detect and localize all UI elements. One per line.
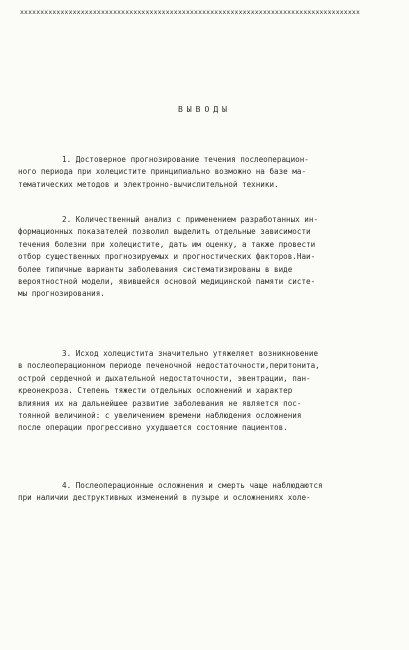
paragraph-1 (18, 154, 390, 191)
text-line: 4. Послеоперационные осложнения и смерть чаще наблюдаются (62, 481, 323, 490)
top-strikethrough-marks: xxxxxxxxxxxxxxxxxxxxxxxxxxxxxxxxxxxxxxxxxxxxxxxxxxxxxxxxxxxxxxxxxxxxxxxxxxxxxxxxxxxx (20, 8, 360, 16)
text-line: влияния их на дальнейшее развитие заболевания не является пос- (18, 398, 302, 408)
text-line: 3. Исход холецистита значительно утяжеляет возникновение (62, 349, 319, 358)
text-line: острой сердечной и дыхательной недостаточности, эвентрации, пан- (18, 373, 311, 383)
text-line: ного периода при холецистите принципиально возможно на базе ма- (18, 167, 307, 177)
text-line: мы прогнозирования. (18, 289, 105, 299)
text-line: более типичные варианты заболевания систематизированы в виде (18, 264, 293, 274)
text-line: течения болезни при холецистите, дать им оценку, а также провести (18, 239, 316, 249)
text-line: формационных показателей позволил выделить отдельные зависимости (18, 227, 311, 237)
text-line: креонекроза. Степень тяжести отдельных осложнений и характер (18, 386, 293, 396)
text-line: тоянной величиной: с увеличением времени наблюдения осложнения (18, 410, 302, 420)
text-line: вероятностной модели, явившейся основой медицинской памяти систе- (18, 276, 316, 286)
paragraph-3 (18, 348, 390, 435)
text-line: после операции прогрессивно ухудшается состояние пациентов. (18, 423, 288, 433)
text-line: тематических методов и электронно-вычислительной техники. (18, 179, 279, 189)
text-line: 1. Достоверное прогнозирование течения послеоперацион- (62, 155, 309, 164)
page-title: ВЫВОДЫ (178, 105, 231, 114)
text-line: отбор существенных прогнозируемых и прогностических факторов.Наи- (18, 252, 316, 262)
paragraph-2 (18, 214, 390, 301)
text-line: в послеоперационном периоде печеночной недостаточности,перитонита, (18, 361, 320, 371)
text-line: 2. Количественный анализ с применением разработанных ин- (62, 215, 319, 224)
paragraph-4 (18, 480, 390, 505)
text-line: при наличии деструктивных изменений в пузыре и осложнениях холе- (18, 493, 311, 503)
